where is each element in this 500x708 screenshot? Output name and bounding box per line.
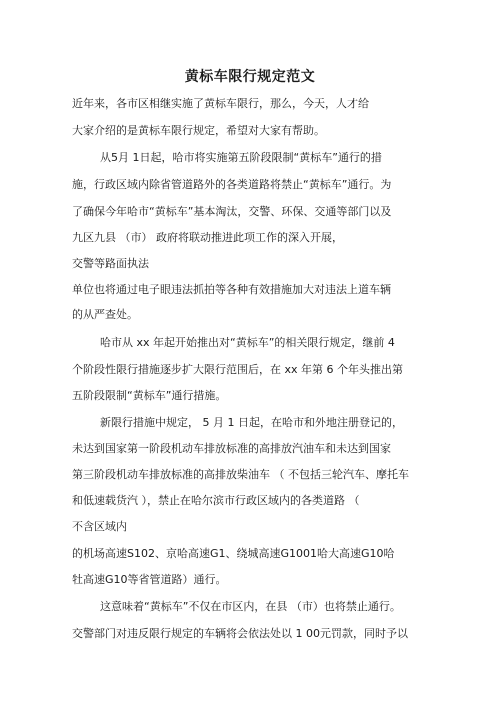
paragraph-line: 从5月 1日起，哈市将实施第五阶段限制“黄标车”通行的措	[100, 151, 382, 164]
paragraph-line: 交警等路面执法	[72, 257, 149, 270]
paragraph-line: 交警部门对违反限行规定的车辆将会依法处以 1 00元罚款，同时予以	[72, 627, 408, 640]
paragraph-line: 大家介绍的是黄标车限行规定，希望对大家有帮助。	[72, 124, 325, 137]
paragraph-line: 近年来，各市区相继实施了黄标车限行，那么，今天，人才给	[72, 97, 369, 110]
paragraph-line: 未达到国家第一阶段机动车排放标准的高排放汽油车和未达到国家	[72, 442, 391, 455]
paragraph-line: 单位也将通过电子眼违法抓拍等各种有效措施加大对违法上道车辆	[72, 283, 391, 296]
paragraph-line: 个阶段性限行措施逐步扩大限行范围后，在 xx 年第 6 个年头推出第	[72, 363, 404, 376]
document-title: 黄标车限行规定范文	[184, 69, 316, 85]
paragraph-line: 哈市从 xx 年起开始推出对“黄标车”的相关限行规定，继前 4	[100, 336, 395, 349]
paragraph-line: 施，行政区域内除省管道路外的各类道路将禁止“黄标车”通行。为	[72, 178, 392, 191]
paragraph-line: 九区九县 （市） 政府将联动推进此项工作的深入开展，	[72, 231, 343, 244]
paragraph-line: 五阶段限制“黄标车”通行措施。	[72, 389, 227, 402]
paragraph-line: 的从严查处。	[72, 308, 138, 321]
paragraph-line: 的机场高速S102、京哈高速G1、绕城高速G1001哈大高速G10哈	[72, 547, 395, 560]
paragraph-line: 第三阶段机动车排放标准的高排放柴油车 （ 不包括三轮汽车、摩托车	[72, 468, 409, 481]
paragraph-line: 新限行措施中规定， 5 月 1 日起，在哈市和外地注册登记的，	[100, 416, 403, 429]
paragraph-line: 这意味着“黄标车”不仅在市区内，在县 （市）也将禁止通行。	[100, 600, 401, 613]
paragraph-line: 了确保今年哈市“黄标车”基本淘汰，交警、环保、交通等部门以及	[72, 205, 392, 218]
paragraph-line: 牡高速G10等省管道路）通行。	[72, 573, 227, 586]
paragraph-line: 和低速载货汽 ），禁止在哈尔滨市行政区域内的各类道路 （	[72, 494, 360, 507]
paragraph-line: 不含区域内	[72, 520, 127, 533]
